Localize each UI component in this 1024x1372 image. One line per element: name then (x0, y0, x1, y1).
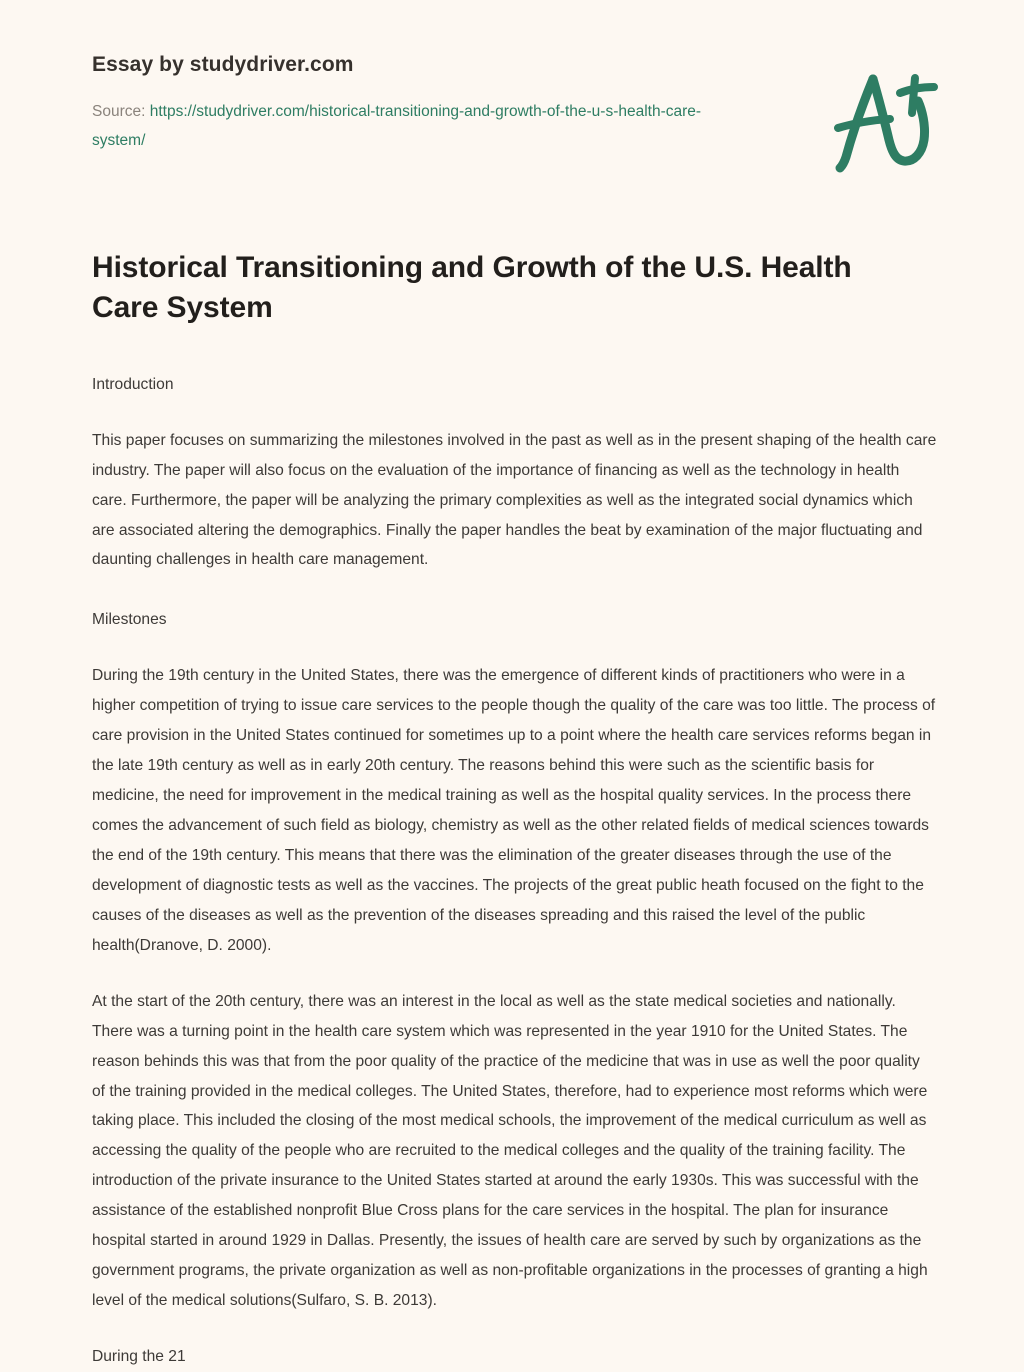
source-line (92, 98, 752, 155)
paragraph-introduction: This paper focuses on summarizing the milestones involved in the past as well as in the present shaping of the health care industry. The paper will also focus on the evaluation of the importance of financing as well as the technology in health care. Furthermore, the paper will be analyzing the primary complexities as well as the integrated social dynamics which are associated altering the demographics. Finally the paper handles the beat by examination of the major fluctuating and daunting challenges in health care management. (92, 431, 937, 569)
section-label-introduction: Introduction (92, 375, 174, 393)
a-plus-logo (826, 62, 946, 177)
document-body (92, 248, 937, 1372)
paragraph-milestones-2: At the start of the 20th century, there was an interest in the local as well as the state medical societies and nationally. There was a turning point in the health care system which was represented in the year 1910 for the United States. The reason behinds this was that from the poor quality of the practice of the medicine that was in use as well the poor quality of the training provided in the medical colleges. The United States, therefore, had to experience most reforms which were taking place. This included the closing of the most medical schools, the improvement of the medical curriculum as well as accessing the quality of the people who are recruited to the medical colleges and the quality of the training facility. The introduction of the private insurance to the United States started at around the early 1930s. This was successful with the assistance of the established nonprofit Blue Cross plans for the care services in the hospital. The plan for insurance hospital started in around 1929 in Dallas. Presently, the issues of health care are served by such by organizations as the government programs, the private organization as well as non-profitable organizations in the processes of granting a high level of the medical solutions(Sulfaro, S. B. 2013). (92, 992, 928, 1310)
paragraph-milestones-1: During the 19th century in the United States, there was the emergence of different kinds of practitioners who were in a higher competition of trying to issue care services to the people though the quality of the care was too little. The process of care provision in the United States continued for sometimes up to a point where the health care services reforms began in the late 19th century as well as in early 20th century. The reasons behind this were such as the scientific basis for medicine, the need for improvement in the medical training as well as the hospital quality services. In the process there comes the advancement of such field as biology, chemistry as well as the other related fields of medical sciences towards the end of the 19th century. This means that there was the elimination of the greater diseases through the use of the development of diagnostic tests as well as the vaccines. The projects of the great public heath focused on the fight to the causes of the diseases as well as the prevention of the diseases spreading and this raised the level of the public health(Dranove, D. 2000). (92, 667, 936, 954)
source-label: Source: (92, 103, 150, 121)
paragraph-milestones-3-truncated: During the 21 (92, 1348, 186, 1366)
source-url-link[interactable]: https://studydriver.com/historical-transitioning-and-growth-of-the-u-s-health-care-system/ (92, 103, 702, 149)
section-label-milestones: Milestones (92, 611, 167, 629)
brand-title: Essay by studydriver.com (92, 53, 354, 76)
page-title: Historical Transitioning and Growth of the U.S. Health Care System (92, 251, 852, 324)
